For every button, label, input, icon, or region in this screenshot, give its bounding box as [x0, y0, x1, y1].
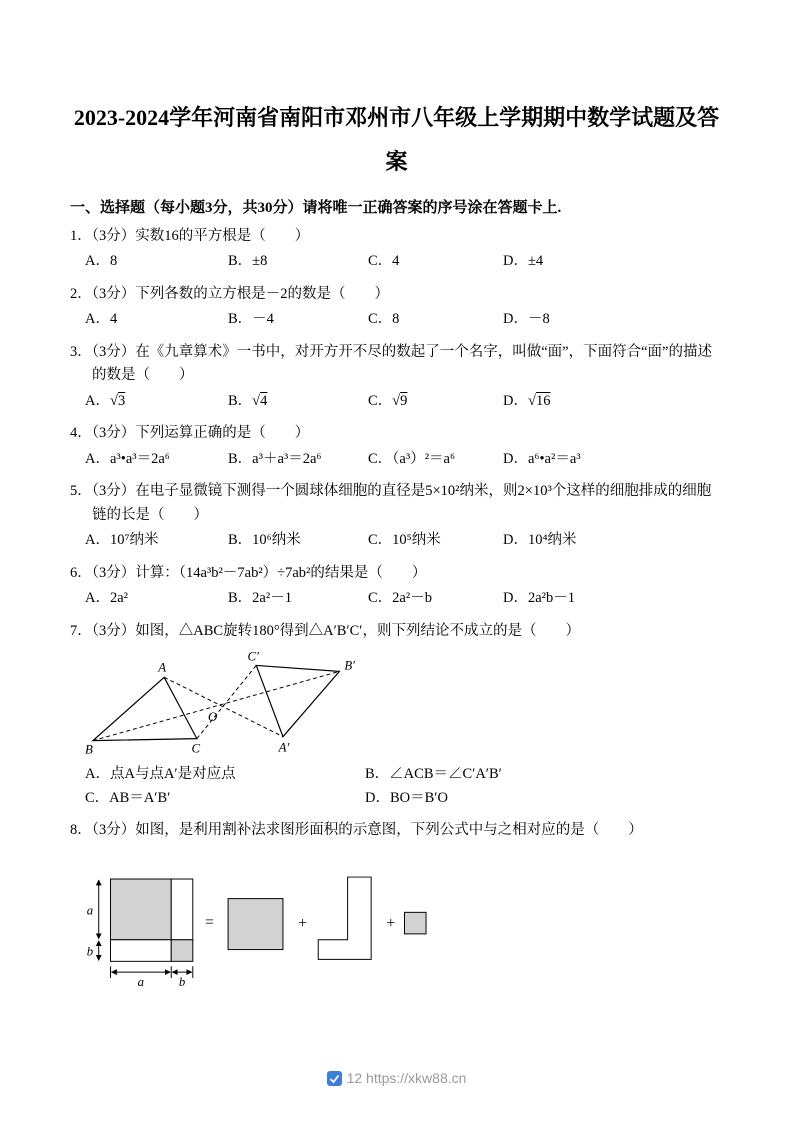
option-a: A．2a²: [85, 590, 129, 607]
dashed-line-BB: [93, 672, 339, 741]
sqrt-symbol: √: [109, 392, 118, 409]
center-label-O: O: [208, 710, 218, 725]
vertex-label-B2: B′: [344, 658, 356, 673]
area-decomposition-figure: [85, 871, 477, 987]
option-d: D．2a²b－1: [503, 590, 576, 607]
option-d: D．BO＝B′O: [365, 789, 448, 806]
question-options: [70, 308, 723, 331]
vertex-label-C: C: [191, 741, 201, 756]
page-number: 12: [346, 1070, 363, 1086]
question-options: [70, 390, 723, 413]
site-url: https://xkw88.cn: [366, 1070, 467, 1086]
question-options: [70, 250, 723, 273]
plus-sign: +: [298, 914, 307, 932]
sqrt-symbol: √: [527, 392, 536, 409]
section-header: 一、选择题（每小题3分，共30分）请将唯一正确答案的序号涂在答题卡上.: [70, 200, 562, 216]
square-b2-region: [171, 939, 193, 961]
dim-label-a-horizontal: a: [137, 974, 145, 987]
question-text: 8．（3分）如图，是利用割补法求图形面积的示意图，下列公式中与之相对应的是（ ）: [70, 822, 643, 839]
question-text: 6．（3分）计算：（14a³b²－7ab²）÷7ab²的结果是（ ）: [70, 564, 427, 581]
option-c: C．2a²－b: [368, 590, 432, 607]
option-a: A．a³•a³＝2a⁶: [85, 450, 170, 467]
question-text: 3．（3分）在《九章算术》一书中，对开方开不尽的数起了一个名字，叫做“面”，下面符合“面”的描述的数是（ ）: [70, 343, 712, 384]
question-2: [70, 283, 723, 332]
page-footer: [0, 1070, 793, 1086]
square-a2-region: [110, 879, 171, 940]
question-5: [70, 480, 723, 552]
square-b2-piece: [404, 912, 426, 934]
vertex-label-A: A: [158, 660, 167, 675]
question-1: [70, 225, 723, 274]
question-text: 7．（3分）如图，△ABC旋转180°得到△A′B′C′，则下列结论不成立的是（ ）: [70, 622, 580, 639]
option-c: C．√9: [368, 392, 408, 409]
question-text: 5．（3分）在电子显微镜下测得一个圆球体细胞的直径是5×10²纳米，则2×10³个这样的细胞排成的细胞链的长是（ ）: [70, 483, 712, 523]
triangle-a2b2c2: [256, 666, 339, 737]
site-logo-icon: [327, 1071, 342, 1086]
dim-label-a-vertical: a: [86, 903, 94, 918]
option-d: D．√16: [503, 392, 551, 409]
question-8: [70, 819, 723, 986]
sqrt-symbol: √: [252, 392, 261, 409]
vertex-label-C2: C′: [247, 649, 259, 664]
option-c: C．（a³）²＝a⁶: [368, 450, 456, 467]
rotation-triangles-figure: [85, 649, 377, 761]
triangle-abc: [93, 678, 197, 741]
question-text: 4．（3分）下列运算正确的是（ ）: [70, 425, 310, 442]
option-d: D．a⁶•a²＝a³: [503, 450, 581, 467]
question-text: 2．（3分）下列各数的立方根是－2的数是（ ）: [70, 285, 389, 302]
question-options: [70, 587, 723, 610]
question-7: [70, 620, 723, 810]
dim-label-b-horizontal: b: [178, 974, 186, 987]
option-b: B．√4: [228, 392, 268, 409]
option-d: D．±4: [503, 253, 544, 270]
option-d: D．－8: [503, 311, 550, 328]
question-text: 1．（3分）实数16的平方根是（ ）: [70, 228, 310, 244]
rect-ab-right: [171, 879, 193, 940]
option-b: B．∠ACB＝∠C′A′B′: [365, 766, 502, 783]
question-6: [70, 562, 723, 611]
dashed-line-CC: [197, 666, 256, 739]
option-a: A．点A与点A′是对应点: [85, 766, 236, 783]
l-shape-2ab-piece: [318, 877, 371, 959]
option-b: B．2a²－1: [228, 590, 292, 607]
option-c: C．10⁵纳米: [368, 532, 441, 549]
page-title: 2023-2024学年河南省南阳市邓州市八年级上学期期中数学试题及答案: [73, 105, 720, 174]
plus-sign-2: +: [386, 914, 396, 932]
option-b: B．±8: [228, 253, 268, 270]
question-3: [70, 341, 723, 413]
option-c: C．4: [368, 253, 400, 270]
equals-sign: =: [205, 913, 214, 931]
option-c: C．8: [368, 311, 400, 328]
vertex-label-A2: A′: [278, 740, 290, 755]
option-b: B．－4: [228, 311, 274, 328]
option-a: A．√3: [85, 392, 126, 409]
option-a: A．8: [85, 253, 118, 270]
option-a: A．4: [85, 311, 118, 328]
option-c: C．AB＝A′B′: [85, 789, 171, 806]
option-d: D．10⁴纳米: [503, 532, 577, 549]
square-a2-piece: [228, 898, 283, 949]
question-options: [70, 529, 723, 552]
vertex-label-B: B: [85, 742, 93, 757]
question-options: [70, 763, 723, 810]
dim-label-b-vertical: b: [86, 944, 94, 959]
rect-ab-bottom: [110, 939, 171, 961]
question-4: [70, 422, 723, 471]
dashed-line-AA: [164, 678, 283, 737]
option-a: A．10⁷纳米: [85, 532, 159, 549]
question-options: [70, 448, 723, 471]
option-b: B．10⁶纳米: [228, 532, 301, 549]
sqrt-symbol: √: [392, 392, 401, 409]
option-b: B．a³＋a³＝2a⁶: [228, 450, 322, 467]
